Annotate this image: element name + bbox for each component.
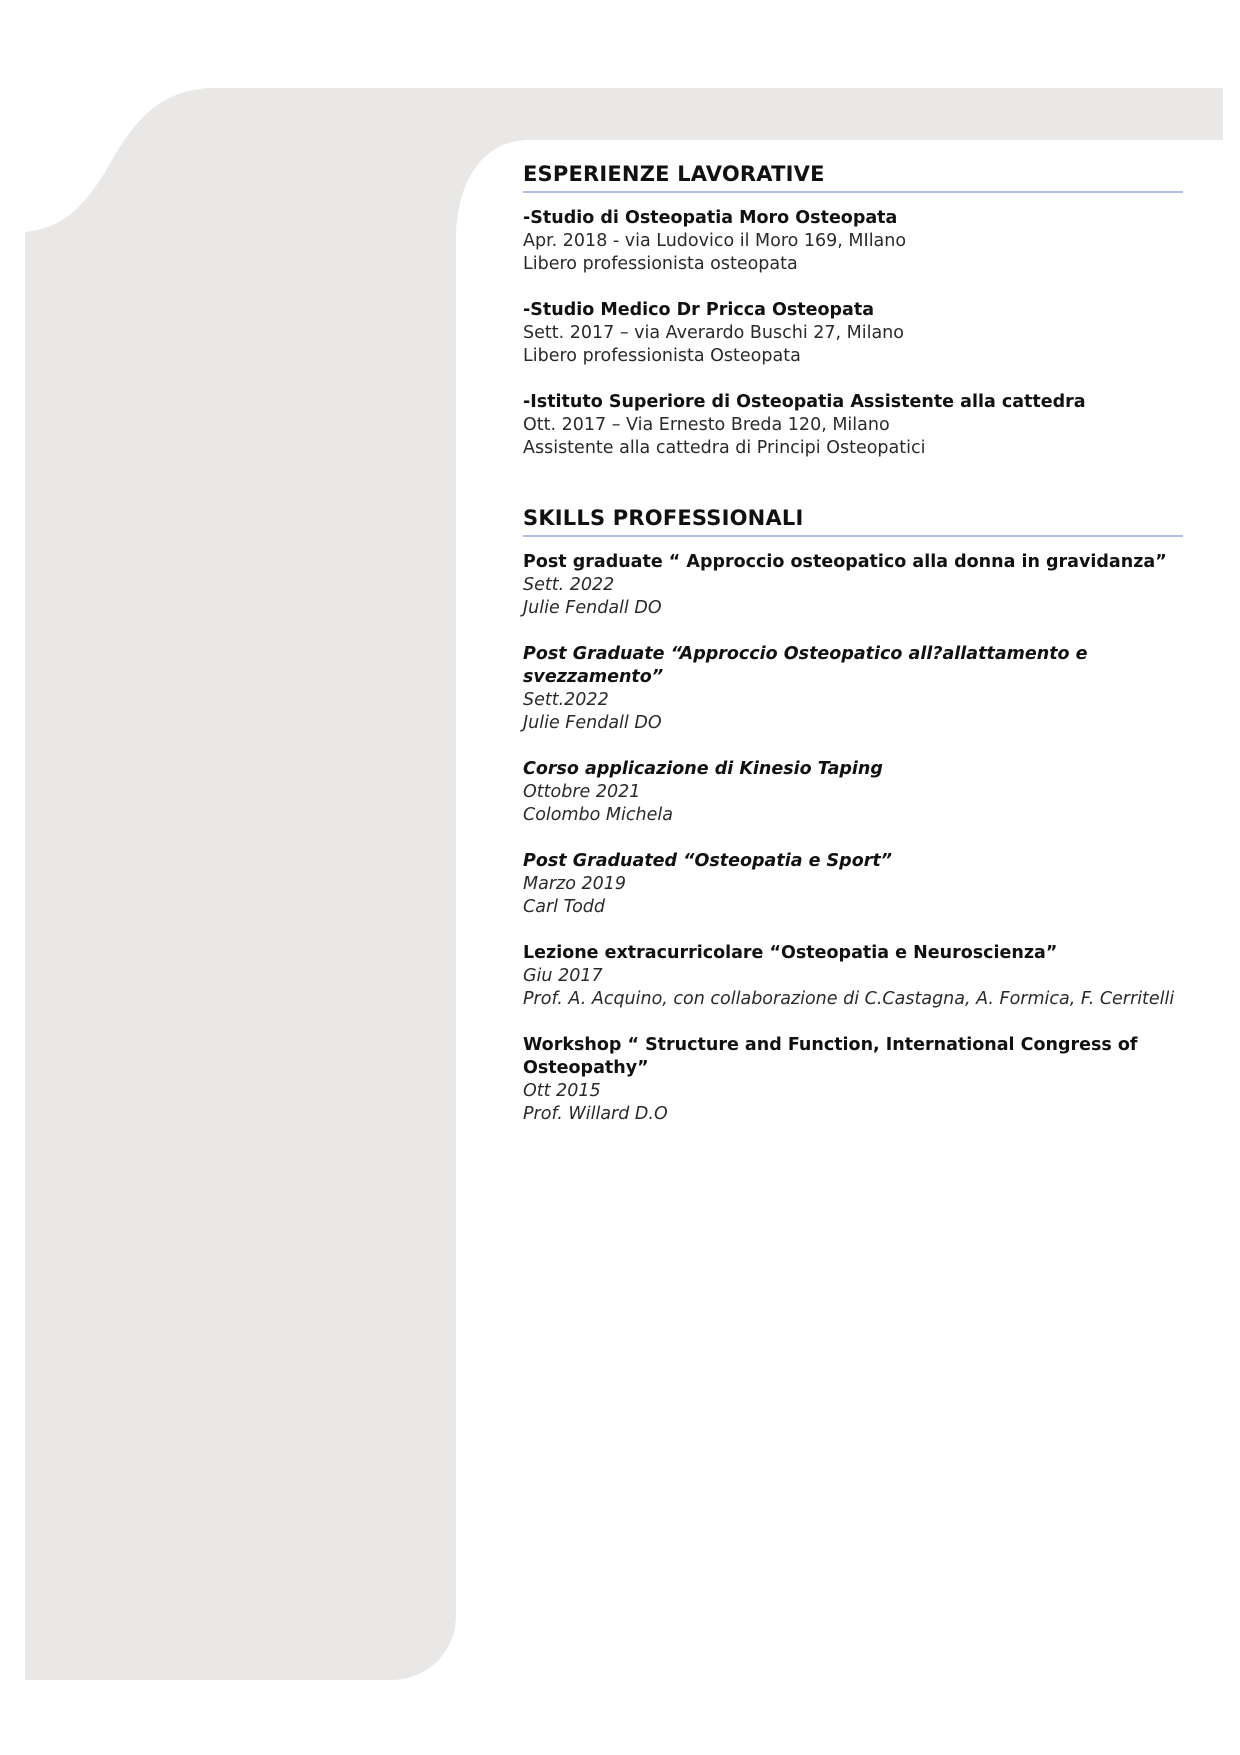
entry-role: Libero professionista Osteopata <box>523 346 801 366</box>
skill-entry <box>523 643 1183 735</box>
experience-section <box>523 160 1183 460</box>
skill-teacher: Prof. A. Acquino, con collaborazione di C.Castagna, A. Formica, F. Cerritelli <box>523 989 1175 1009</box>
skill-date: Marzo 2019 <box>523 874 627 894</box>
skills-section <box>523 504 1183 1126</box>
skill-teacher: Prof. Willard D.O <box>523 1104 668 1124</box>
experience-entry <box>523 207 1183 276</box>
skill-entry <box>523 551 1183 620</box>
skill-entry <box>523 758 1183 827</box>
skill-title: Post graduate “ Approccio osteopatico alla donna in gravidanza” <box>523 552 1167 572</box>
skill-entry <box>523 1034 1183 1126</box>
skill-title: Workshop “ Structure and Function, International Congress of Osteopathy” <box>523 1035 1138 1078</box>
experience-entry <box>523 299 1183 368</box>
entry-role: Assistente alla cattedra di Principi Osteopatici <box>523 438 926 458</box>
skill-date: Ottobre 2021 <box>523 782 641 802</box>
skill-title: Corso applicazione di Kinesio Taping <box>523 759 883 779</box>
skill-teacher: Julie Fendall DO <box>523 713 662 733</box>
entry-date-address: Sett. 2017 – via Averardo Buschi 27, Milano <box>523 323 904 343</box>
entry-title: -Studio Medico Dr Pricca Osteopata <box>523 300 875 320</box>
skill-title: Post Graduated “Osteopatia e Sport” <box>523 851 892 871</box>
experience-list <box>523 207 1183 460</box>
skill-title: Lezione extracurricolare “Osteopatia e Neuroscienza” <box>523 943 1058 963</box>
skill-entry <box>523 850 1183 919</box>
experience-heading: ESPERIENZE LAVORATIVE <box>523 160 1183 193</box>
skill-date: Sett.2022 <box>523 690 609 710</box>
skills-heading: SKILLS PROFESSIONALI <box>523 504 1183 537</box>
entry-date-address: Ott. 2017 – Via Ernesto Breda 120, Milano <box>523 415 890 435</box>
skill-entry <box>523 942 1183 1011</box>
skill-teacher: Julie Fendall DO <box>523 598 662 618</box>
skill-date: Ott 2015 <box>523 1081 601 1101</box>
experience-entry <box>523 391 1183 460</box>
entry-title: -Studio di Osteopatia Moro Osteopata <box>523 208 898 228</box>
resume-content <box>523 160 1183 1170</box>
entry-title: -Istituto Superiore di Osteopatia Assistente alla cattedra <box>523 392 1086 412</box>
skill-title: Post Graduate “Approccio Osteopatico all?allattamento e svezzamento” <box>523 644 1088 687</box>
entry-role: Libero professionista osteopata <box>523 254 798 274</box>
skill-date: Sett. 2022 <box>523 575 615 595</box>
skill-date: Giu 2017 <box>523 966 603 986</box>
skills-list <box>523 551 1183 1126</box>
entry-date-address: Apr. 2018 - via Ludovico il Moro 169, MIlano <box>523 231 907 251</box>
skill-teacher: Colombo Michela <box>523 805 673 825</box>
skill-teacher: Carl Todd <box>523 897 606 917</box>
